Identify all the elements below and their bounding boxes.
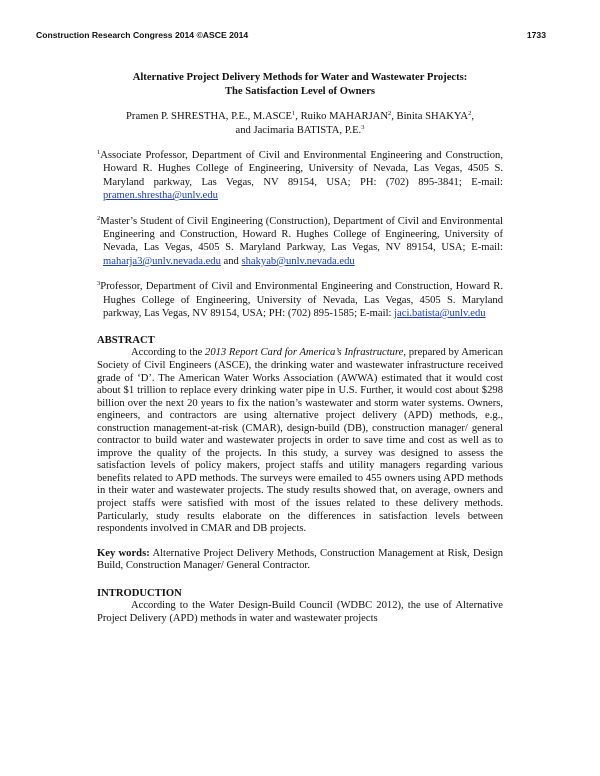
abstract-heading: ABSTRACT	[97, 335, 155, 347]
author-3-sup: 2	[468, 110, 472, 117]
affiliation-text: Master’s Student of Civil Engineering (Construction), Department of Civil and Environmental Engineering and Construction, Howard R. Hughes College of Engineering, University of Nevada, Las Vegas, 4505 S. Maryland Parkway, Las Vegas, NV 89154, USA; E-mail:	[100, 215, 503, 254]
affiliation-1	[97, 149, 503, 203]
affiliation-text: Professor, Department of Civil and Environmental Engineering and Construction, Howard R. Hughes College of Engineering, University of Nevada, Las Vegas, 4505 S. Maryland parkway, Las Vegas, NV 89154, USA; PH: (702) 895-1585; E-mail:	[100, 281, 503, 320]
author-4: and Jacimaria BATISTA, P.E.	[235, 124, 362, 136]
author-1-sup: 1	[292, 110, 296, 117]
title-line-2: The Satisfaction Level of Owners	[224, 85, 376, 97]
author-2-sup: 2	[388, 110, 392, 117]
email-link[interactable]: maharja3@unlv.nevada.edu	[103, 255, 221, 267]
author-3: , Binita SHAKYA	[391, 111, 469, 122]
introduction-text: According to the Water Design-Build Council (WDBC 2012), the use of Alternative Project Delivery (APD) methods in water and wastewater projects	[97, 600, 503, 624]
keywords-label: Key words:	[97, 547, 150, 559]
affiliation-3	[97, 280, 503, 320]
affiliation-sup: 1	[97, 149, 101, 156]
abstract-body: , prepared by American Society of Civil Engineers (ASCE), the drinking water and wastewater infrastructure received grade of ‘D’. The American Water Works Association (AWWA) estimated that it would cost about $1 trillion to replace every drinking water pipe in U.S. Further, it would cost about $298 billion over the next 20 years to fix the nation’s wastewater and storm water systems. Owners, engineers, and contractors are using alternative project delivery (APD) methods, e.g., construction management-at-risk (CMAR), design-build (DB), construction manager/ general contractor to build water and wastewater projects in order to save time and cost as well as to improve the quality of the projects. In this study, a survey was designed to assess the satisfaction levels of policy makers, project staffs and utility managers regarding various benefits related to APD methods. The surveys were emailed to 455 owners using APD methods in their water and wastewater projects. The study results showed that, on average, owners and project staffs were satisfied with most of the issues related to these delivery methods. Particularly, study results elaborate on the differences in satisfaction levels between respondents involved in CMAR and DB projects.	[97, 347, 503, 535]
conference-citation: Construction Research Congress 2014 ©ASCE 2014	[36, 30, 249, 40]
abstract-report-title: 2013 Report Card for America’s Infrastructure	[205, 347, 404, 359]
abstract-text	[97, 347, 503, 535]
affiliation-connector: and	[220, 255, 242, 267]
email-link-2[interactable]: shakyab@unlv.nevada.edu	[241, 255, 355, 267]
title-line-1: Alternative Project Delivery Methods for Water and Wastewater Projects:	[132, 72, 468, 83]
author-2: , Ruiko MAHARJAN	[295, 111, 388, 122]
paper-body	[97, 71, 503, 625]
affiliation-text: Associate Professor, Department of Civil and Environmental Engineering and Construction, Howard R. Hughes College of Engineering, University of Nevada, Las Vegas, 4505 S. Maryland parkway, Las Vegas, NV 89154, USA; PH: (702) 895-3841; E-mail:	[100, 150, 503, 188]
running-header	[36, 30, 546, 40]
keywords-text: Alternative Project Delivery Methods, Construction Management at Risk, Design Build, Construction Manager/ General Contractor.	[97, 547, 503, 572]
abstract-pre: According to the	[131, 347, 206, 359]
affiliation-2	[97, 215, 503, 269]
author-list	[97, 110, 503, 137]
keywords	[97, 548, 503, 574]
paper-title	[97, 71, 503, 98]
email-link[interactable]: jaci.batista@unlv.edu	[394, 308, 486, 320]
author-4-sup: 3	[361, 123, 365, 131]
introduction-heading: INTRODUCTION	[97, 588, 182, 600]
affiliation-sup: 2	[97, 214, 101, 222]
email-link[interactable]: pramen.shrestha@unlv.edu	[103, 190, 218, 202]
affiliation-sup: 3	[97, 280, 101, 288]
page-number: 1733	[526, 30, 546, 40]
author-3-tail: ,	[471, 111, 474, 122]
author-1: Pramen P. SHRESTHA, P.E., M.ASCE	[126, 111, 293, 122]
